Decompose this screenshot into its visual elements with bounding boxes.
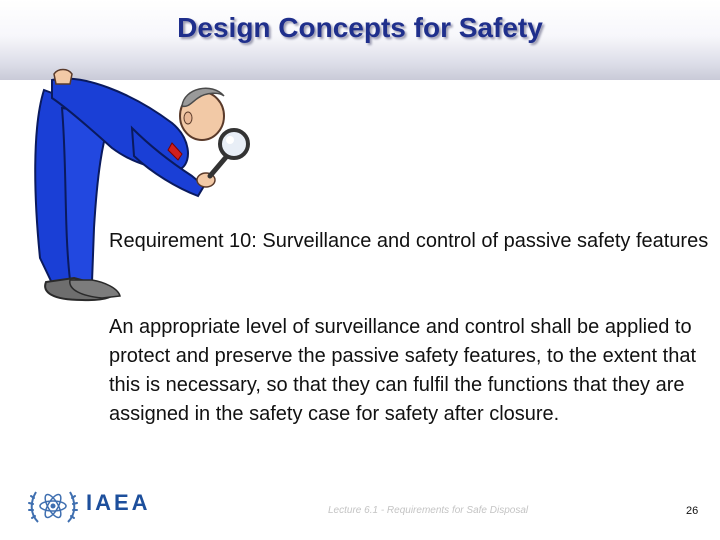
- page-number: 26: [686, 505, 699, 517]
- slide-title: Design Concepts for Safety: [177, 12, 543, 43]
- requirement-description: An appropriate level of surveillance and control shall be applied to protect and preserve the passive safety features, to the extent that this is necessary, so that they can fulfil the functions that they are assigned in the safety case for safety after closure.: [109, 316, 697, 425]
- requirement-text: Requirement 10: Surveillance and control of passive safety features: [109, 230, 709, 252]
- iaea-emblem-icon: [28, 482, 78, 528]
- inspector-illustration: [22, 68, 252, 308]
- iaea-wordmark: IAEA: [86, 490, 151, 515]
- lecture-footer: Lecture 6.1 - Requirements for Safe Disposal: [328, 505, 529, 516]
